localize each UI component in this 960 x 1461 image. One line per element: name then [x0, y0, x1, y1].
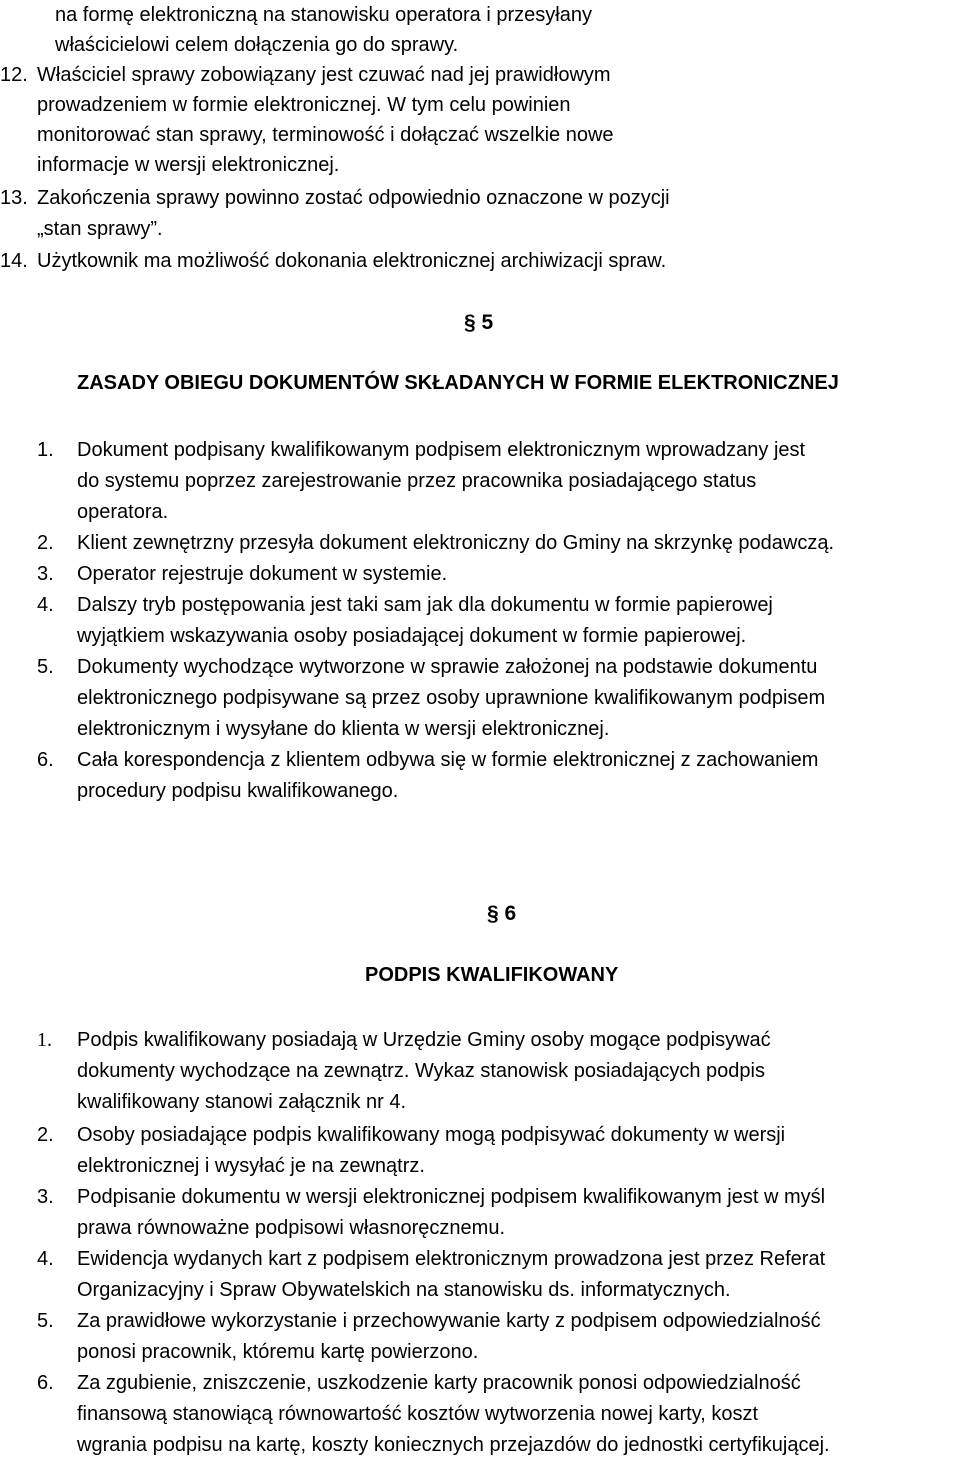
- list-item-line: Osoby posiadające podpis kwalifikowany mogą podpisywać dokumenty w wersji: [77, 1124, 786, 1146]
- list-item-number: 3.: [37, 1186, 54, 1208]
- list-item-line: Dokumenty wychodzące wytworzone w sprawie założonej na podstawie dokumentu: [77, 656, 818, 678]
- list-item-line: Dalszy tryb postępowania jest taki sam jak dla dokumentu w formie papierowej: [77, 594, 773, 616]
- list-item-line: informacje w wersji elektronicznej.: [37, 154, 340, 176]
- section-title: PODPIS KWALIFIKOWANY: [365, 964, 619, 986]
- list-item-line: Podpisanie dokumentu w wersji elektronicznej podpisem kwalifikowanym jest w myśl: [77, 1186, 826, 1208]
- list-item-line: prawa równoważne podpisowi własnoręcznemu.: [77, 1217, 505, 1239]
- list-item-line: „stan sprawy”.: [37, 218, 163, 240]
- list-item-line: Klient zewnętrzny przesyła dokument elektroniczny do Gminy na skrzynkę podawczą.: [77, 532, 835, 554]
- list-item-number: 5.: [37, 656, 54, 678]
- list-item-number: 2.: [37, 532, 54, 554]
- section-mark: § 5: [464, 311, 494, 334]
- section-mark: § 6: [487, 902, 517, 925]
- list-item-line: Ewidencja wydanych kart z podpisem elektronicznym prowadzona jest przez Referat: [77, 1248, 826, 1270]
- list-item-number: 4.: [37, 1248, 54, 1270]
- list-item-line: Cała korespondencja z klientem odbywa się w formie elektronicznej z zachowaniem: [77, 749, 819, 771]
- list-item-number: 4.: [37, 594, 54, 616]
- list-item-number: 5.: [37, 1310, 54, 1332]
- list-item-number: 6.: [37, 1372, 54, 1394]
- list-item-line: prowadzeniem w formie elektronicznej. W tym celu powinien: [37, 94, 571, 116]
- list-item-line: finansową stanowiącą równowartość kosztów wytworzenia nowej karty, koszt: [77, 1403, 759, 1425]
- list-item-line: procedury podpisu kwalifikowanego.: [77, 780, 399, 802]
- list-item-line: elektronicznej i wysyłać je na zewnątrz.: [77, 1155, 425, 1177]
- list-item-line: Za prawidłowe wykorzystanie i przechowywanie karty z podpisem odpowiedzialność: [77, 1310, 821, 1332]
- list-item-line: Dokument podpisany kwalifikowanym podpisem elektronicznym wprowadzany jest: [77, 439, 806, 461]
- list-item-line: Operator rejestruje dokument w systemie.: [77, 563, 448, 585]
- list-item-line: Podpis kwalifikowany posiadają w Urzędzie Gminy osoby mogące podpisywać: [77, 1029, 771, 1051]
- list-item-line: Użytkownik ma możliwość dokonania elektronicznej archiwizacji spraw.: [37, 250, 667, 272]
- list-item-line: Zakończenia sprawy powinno zostać odpowiednio oznaczone w pozycji: [37, 187, 670, 209]
- section-title: ZASADY OBIEGU DOKUMENTÓW SKŁADANYCH W FORMIE ELEKTRONICZNEJ: [77, 372, 839, 394]
- list-item-line: Organizacyjny i Spraw Obywatelskich na stanowisku ds. informatycznych.: [77, 1279, 731, 1301]
- list-item-line: kwalifikowany stanowi załącznik nr 4.: [77, 1091, 407, 1113]
- list-item-line: elektronicznego podpisywane są przez osoby uprawnione kwalifikowanym podpisem: [77, 687, 826, 709]
- list-item-line: właścicielowi celem dołączenia go do sprawy.: [55, 34, 459, 56]
- list-item-line: monitorować stan sprawy, terminowość i dołączać wszelkie nowe: [37, 124, 614, 146]
- list-item-line: Właściciel sprawy zobowiązany jest czuwać nad jej prawidłowym: [37, 64, 611, 86]
- list-item-line: wyjątkiem wskazywania osoby posiadającej dokument w formie papierowej.: [77, 625, 747, 647]
- list-item-number: 14.: [0, 250, 28, 272]
- list-item-line: do systemu poprzez zarejestrowanie przez pracownika posiadającego status: [77, 470, 757, 492]
- list-item-line: wgrania podpisu na kartę, koszty koniecznych przejazdów do jednostki certyfikującej.: [77, 1434, 830, 1456]
- list-item-number: 13.: [0, 187, 28, 209]
- list-item-line: na formę elektroniczną na stanowisku operatora i przesyłany: [55, 4, 592, 26]
- list-item-number: 2.: [37, 1124, 54, 1146]
- list-item-number: 3.: [37, 563, 54, 585]
- list-item-number: 12.: [0, 64, 28, 86]
- list-item-number: 1.: [37, 1029, 52, 1051]
- list-item-number: 6.: [37, 749, 54, 771]
- list-item-line: Za zgubienie, zniszczenie, uszkodzenie karty pracownik ponosi odpowiedzialność: [77, 1372, 801, 1394]
- list-item-number: 1.: [37, 439, 54, 461]
- list-item-line: ponosi pracownik, któremu kartę powierzono.: [77, 1341, 479, 1363]
- list-item-line: dokumenty wychodzące na zewnątrz. Wykaz stanowisk posiadających podpis: [77, 1060, 765, 1082]
- list-item-line: operatora.: [77, 501, 169, 523]
- list-item-line: elektronicznym i wysyłane do klienta w wersji elektronicznej.: [77, 718, 610, 740]
